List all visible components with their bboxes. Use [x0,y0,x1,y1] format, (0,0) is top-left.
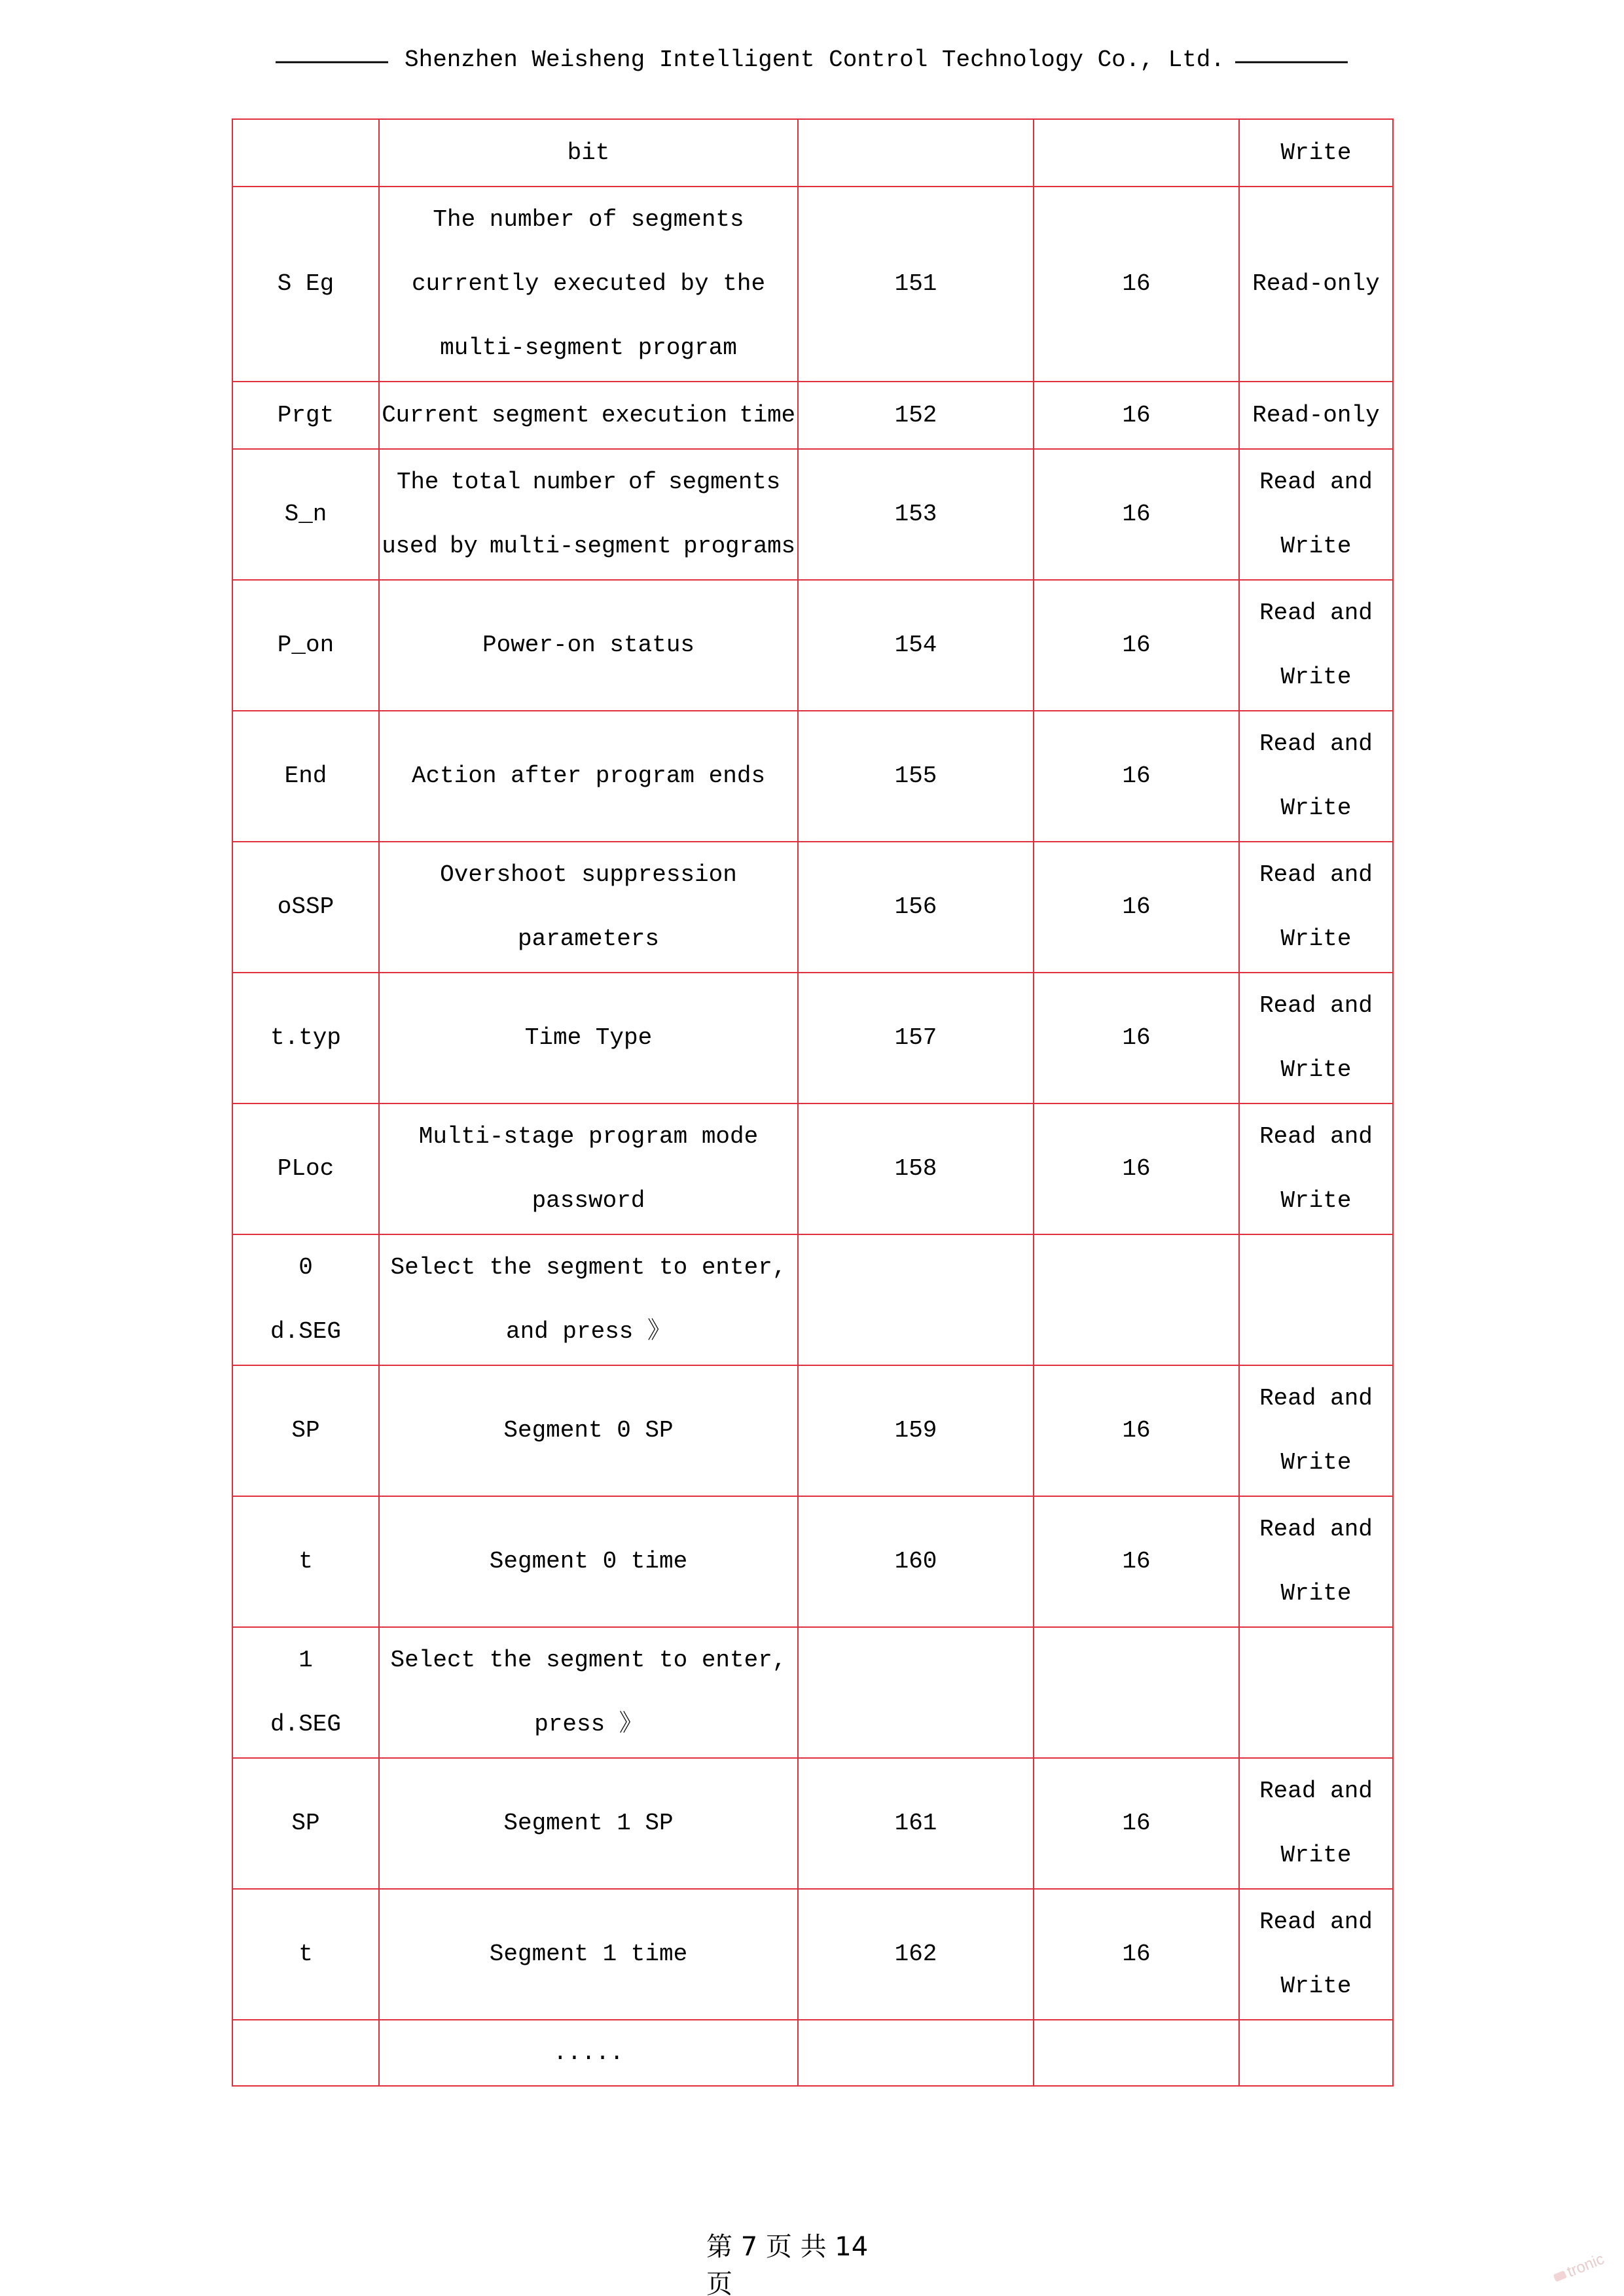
register-code-cell: SP [232,1365,379,1496]
bit-width-cell [1034,119,1239,187]
page-number: 第 7 页 共 14 [706,2232,869,2262]
register-code-cell [232,2020,379,2086]
register-code-cell: t [232,1889,379,2020]
table-row [232,1496,1393,1627]
bit-width-cell [1034,2020,1239,2086]
access-cell: Read and Write [1239,1496,1393,1627]
bit-width-cell: 16 [1034,1496,1239,1627]
table-row [232,1627,1393,1758]
parameter-description-cell: Current segment execution time [379,382,798,449]
parameter-description-cell: Multi-stage program mode password [379,1103,798,1234]
access-cell: Read and Write [1239,1365,1393,1496]
address-cell: 159 [798,1365,1034,1496]
table-row [232,973,1393,1103]
parameter-description-cell: Segment 0 time [379,1496,798,1627]
access-cell: Read and Write [1239,711,1393,842]
bit-width-cell: 16 [1034,187,1239,382]
page-header [276,45,1348,76]
table-row [232,187,1393,382]
parameter-description-cell: The total number of segments used by multi-segment programs [379,449,798,580]
access-cell: Read-only [1239,187,1393,382]
access-cell [1239,1234,1393,1365]
address-cell [798,1627,1034,1758]
table-row [232,2020,1393,2086]
bit-width-cell: 16 [1034,382,1239,449]
parameter-description-cell: Segment 0 SP [379,1365,798,1496]
header-rule-left: ———— [276,45,388,76]
table-row [232,1103,1393,1234]
bit-width-cell: 16 [1034,580,1239,711]
table-row [232,1365,1393,1496]
page-number-continued-clip [706,2269,746,2296]
table-row [232,711,1393,842]
address-cell: 153 [798,449,1034,580]
table-row [232,1758,1393,1889]
bit-width-cell [1034,1627,1239,1758]
bit-width-cell: 16 [1034,1889,1239,2020]
table-row [232,449,1393,580]
bit-width-cell: 16 [1034,1103,1239,1234]
page-number-continued: 页 [706,2269,732,2296]
bit-width-cell [1034,1234,1239,1365]
address-cell: 155 [798,711,1034,842]
parameter-description-cell: Select the segment to enter, press 》 [379,1627,798,1758]
access-cell: Write [1239,119,1393,187]
parameter-description-cell: Action after program ends [379,711,798,842]
access-cell: Read and Write [1239,580,1393,711]
logo-icon [1553,2270,1567,2282]
address-cell: 152 [798,382,1034,449]
address-cell: 154 [798,580,1034,711]
parameter-description-cell: Overshoot suppression parameters [379,842,798,973]
access-cell: Read and Write [1239,973,1393,1103]
parameter-description-cell: The number of segments currently executed by the multi-segment program [379,187,798,382]
table-row [232,1234,1393,1365]
register-code-cell [232,119,379,187]
register-code-cell: t.typ [232,973,379,1103]
address-cell [798,2020,1034,2086]
table-row [232,382,1393,449]
company-name: Shenzhen Weisheng Intelligent Control Technology Co., Ltd. [405,46,1225,73]
table-row [232,842,1393,973]
register-code-cell: S_n [232,449,379,580]
watermark-text: tronic [1564,2250,1607,2281]
watermark-logo [1551,2250,1607,2287]
register-table [232,118,1394,2087]
bit-width-cell: 16 [1034,842,1239,973]
register-code-cell: t [232,1496,379,1627]
access-cell [1239,2020,1393,2086]
bit-width-cell: 16 [1034,973,1239,1103]
access-cell: Read and Write [1239,1889,1393,2020]
register-code-cell: 0 d.SEG [232,1234,379,1365]
parameter-description-cell: bit [379,119,798,187]
register-code-cell: oSSP [232,842,379,973]
parameter-description-cell: Select the segment to enter, and press 》 [379,1234,798,1365]
register-code-cell: S Eg [232,187,379,382]
parameter-description-cell: Segment 1 SP [379,1758,798,1889]
parameter-description-cell: ..... [379,2020,798,2086]
address-cell: 158 [798,1103,1034,1234]
address-cell: 157 [798,973,1034,1103]
register-code-cell: 1 d.SEG [232,1627,379,1758]
address-cell: 160 [798,1496,1034,1627]
address-cell: 161 [798,1758,1034,1889]
parameter-description-cell: Power-on status [379,580,798,711]
access-cell [1239,1627,1393,1758]
address-cell [798,119,1034,187]
table-row [232,580,1393,711]
bit-width-cell: 16 [1034,449,1239,580]
access-cell: Read and Write [1239,449,1393,580]
bit-width-cell: 16 [1034,711,1239,842]
bit-width-cell: 16 [1034,1758,1239,1889]
access-cell: Read-only [1239,382,1393,449]
parameter-description-cell: Segment 1 time [379,1889,798,2020]
parameter-description-cell: Time Type [379,973,798,1103]
address-cell: 162 [798,1889,1034,2020]
register-code-cell: P_on [232,580,379,711]
access-cell: Read and Write [1239,1758,1393,1889]
header-rule-right: ———— [1235,45,1348,76]
table-row [232,1889,1393,2020]
access-cell: Read and Write [1239,842,1393,973]
address-cell [798,1234,1034,1365]
table-row [232,119,1393,187]
address-cell: 156 [798,842,1034,973]
register-code-cell: PLoc [232,1103,379,1234]
register-code-cell: Prgt [232,382,379,449]
bit-width-cell: 16 [1034,1365,1239,1496]
address-cell: 151 [798,187,1034,382]
register-code-cell: End [232,711,379,842]
access-cell: Read and Write [1239,1103,1393,1234]
register-code-cell: SP [232,1758,379,1889]
